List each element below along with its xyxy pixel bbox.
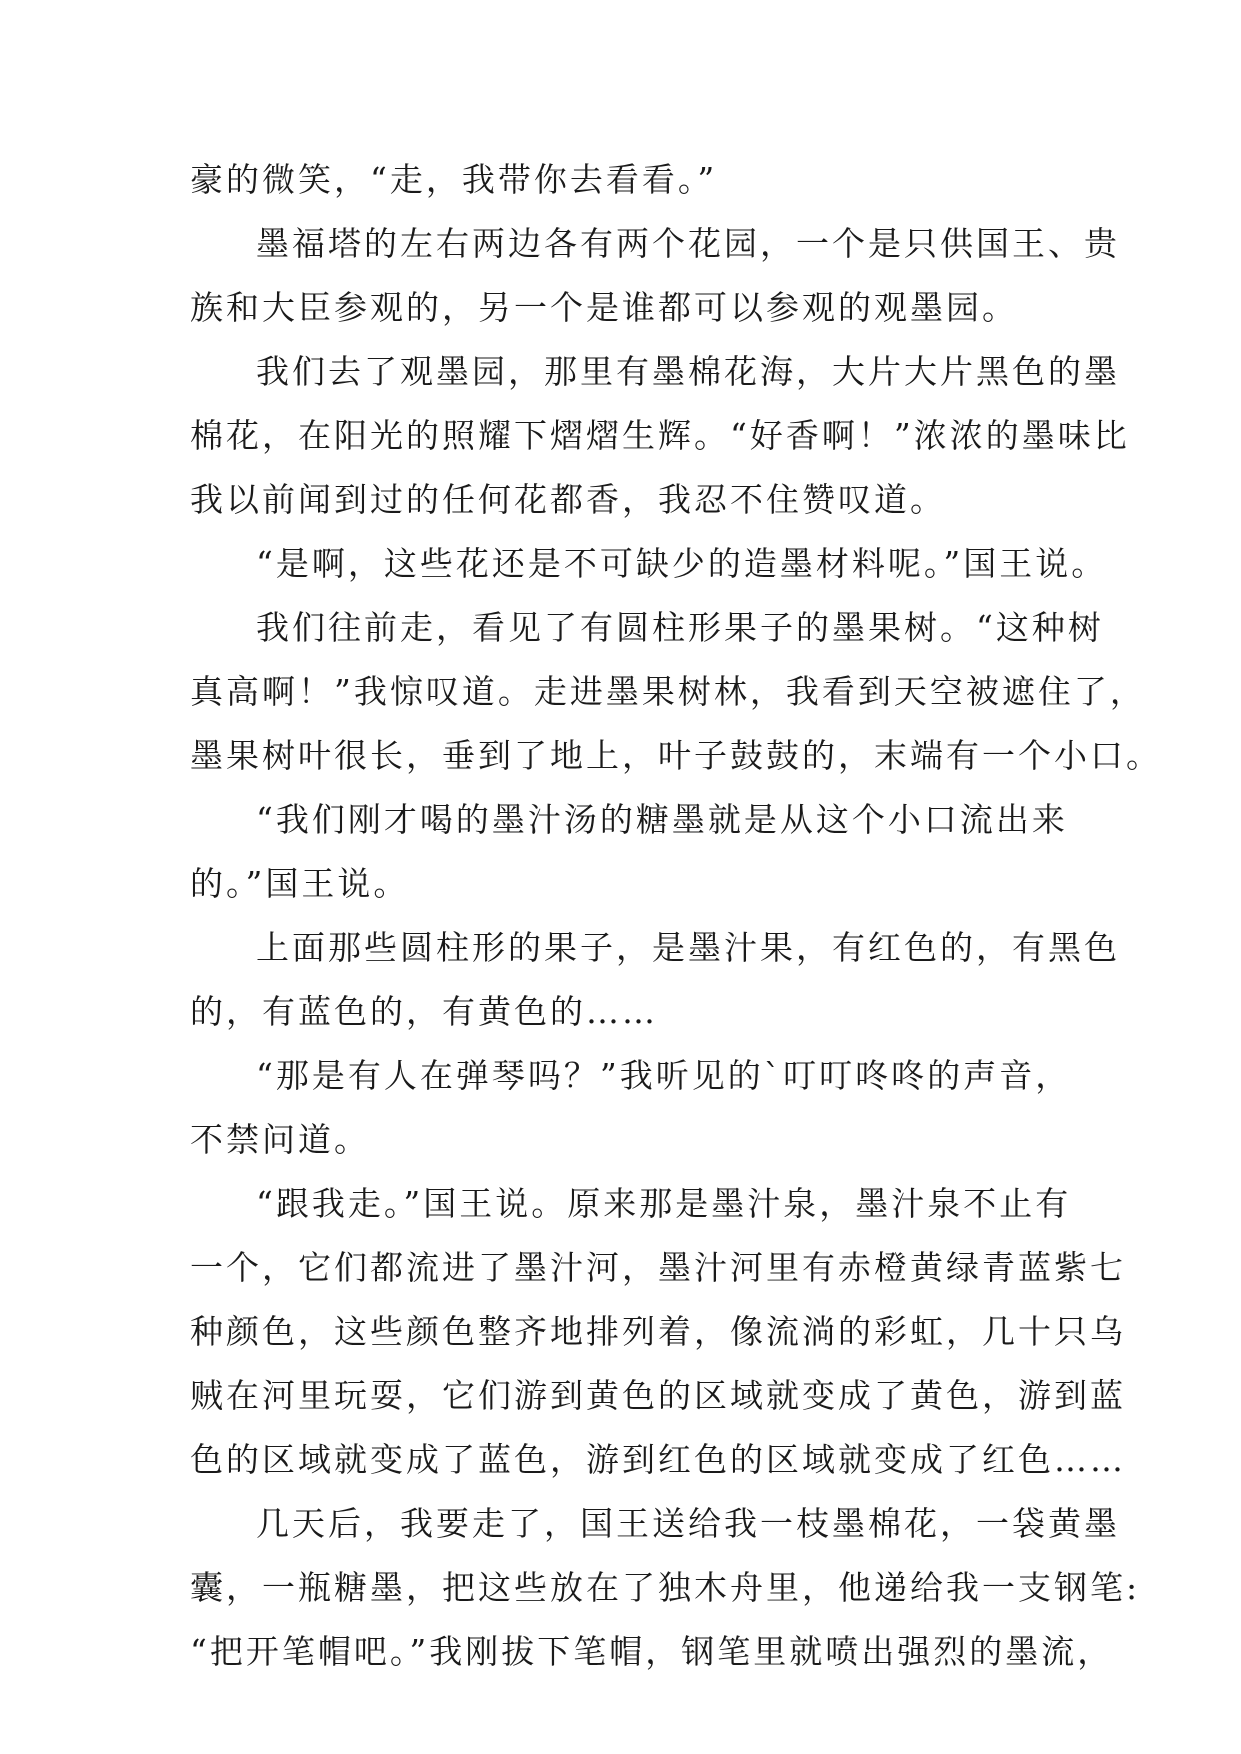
text-line: “那是有人在弹琴吗？”我听见的`叮叮咚咚的声音， <box>256 1056 1072 1095</box>
text-line: 贼在河里玩耍，它们游到黄色的区域就变成了黄色，游到蓝 <box>190 1376 1126 1415</box>
text-line: 我们往前走，看见了有圆柱形果子的墨果树。“这种树 <box>256 608 1104 647</box>
text-line: 的，有蓝色的，有黄色的…… <box>190 992 658 1031</box>
text-line: “是啊，这些花还是不可缺少的造墨材料呢。”国王说。 <box>256 544 1108 583</box>
text-line: 族和大臣参观的，另一个是谁都可以参观的观墨园。 <box>190 288 1018 327</box>
text-line: 色的区域就变成了蓝色，游到红色的区域就变成了红色…… <box>190 1440 1126 1479</box>
text-line: 上面那些圆柱形的果子，是墨汁果，有红色的，有黑色 <box>256 928 1120 967</box>
text-line: 不禁问道。 <box>190 1120 370 1159</box>
text-line: 种颜色，这些颜色整齐地排列着，像流淌的彩虹，几十只乌 <box>190 1312 1126 1351</box>
text-line: 我们去了观墨园，那里有墨棉花海，大片大片黑色的墨 <box>256 352 1120 391</box>
text-line: 一个，它们都流进了墨汁河，墨汁河里有赤橙黄绿青蓝紫七 <box>190 1248 1126 1287</box>
text-line: 真高啊！”我惊叹道。走进墨果树林，我看到天空被遮住了， <box>190 672 1146 711</box>
text-line: 墨福塔的左右两边各有两个花园，一个是只供国王、贵 <box>256 224 1120 263</box>
text-line: 棉花，在阳光的照耀下熠熠生辉。“好香啊！”浓浓的墨味比 <box>190 416 1130 455</box>
text-line: “跟我走。”国王说。原来那是墨汁泉，墨汁泉不止有 <box>256 1184 1072 1223</box>
text-line: 几天后，我要走了，国王送给我一枝墨棉花，一袋黄墨 <box>256 1504 1120 1543</box>
text-line: 囊，一瓶糖墨，把这些放在了独木舟里，他递给我一支钢笔: <box>190 1568 1141 1607</box>
text-line: 的。”国王说。 <box>190 864 410 903</box>
text-line: 我以前闻到过的任何花都香，我忍不住赞叹道。 <box>190 480 946 519</box>
document-page <box>190 148 1162 1684</box>
text-line: “我们刚才喝的墨汁汤的糖墨就是从这个小口流出来 <box>256 800 1068 839</box>
text-line: 墨果树叶很长，垂到了地上，叶子鼓鼓的，末端有一个小口。 <box>190 736 1162 775</box>
text-line: “把开笔帽吧。”我刚拔下笔帽，钢笔里就喷出强烈的墨流， <box>190 1632 1114 1671</box>
text-line: 豪的微笑，“走，我带你去看看。” <box>190 160 718 199</box>
